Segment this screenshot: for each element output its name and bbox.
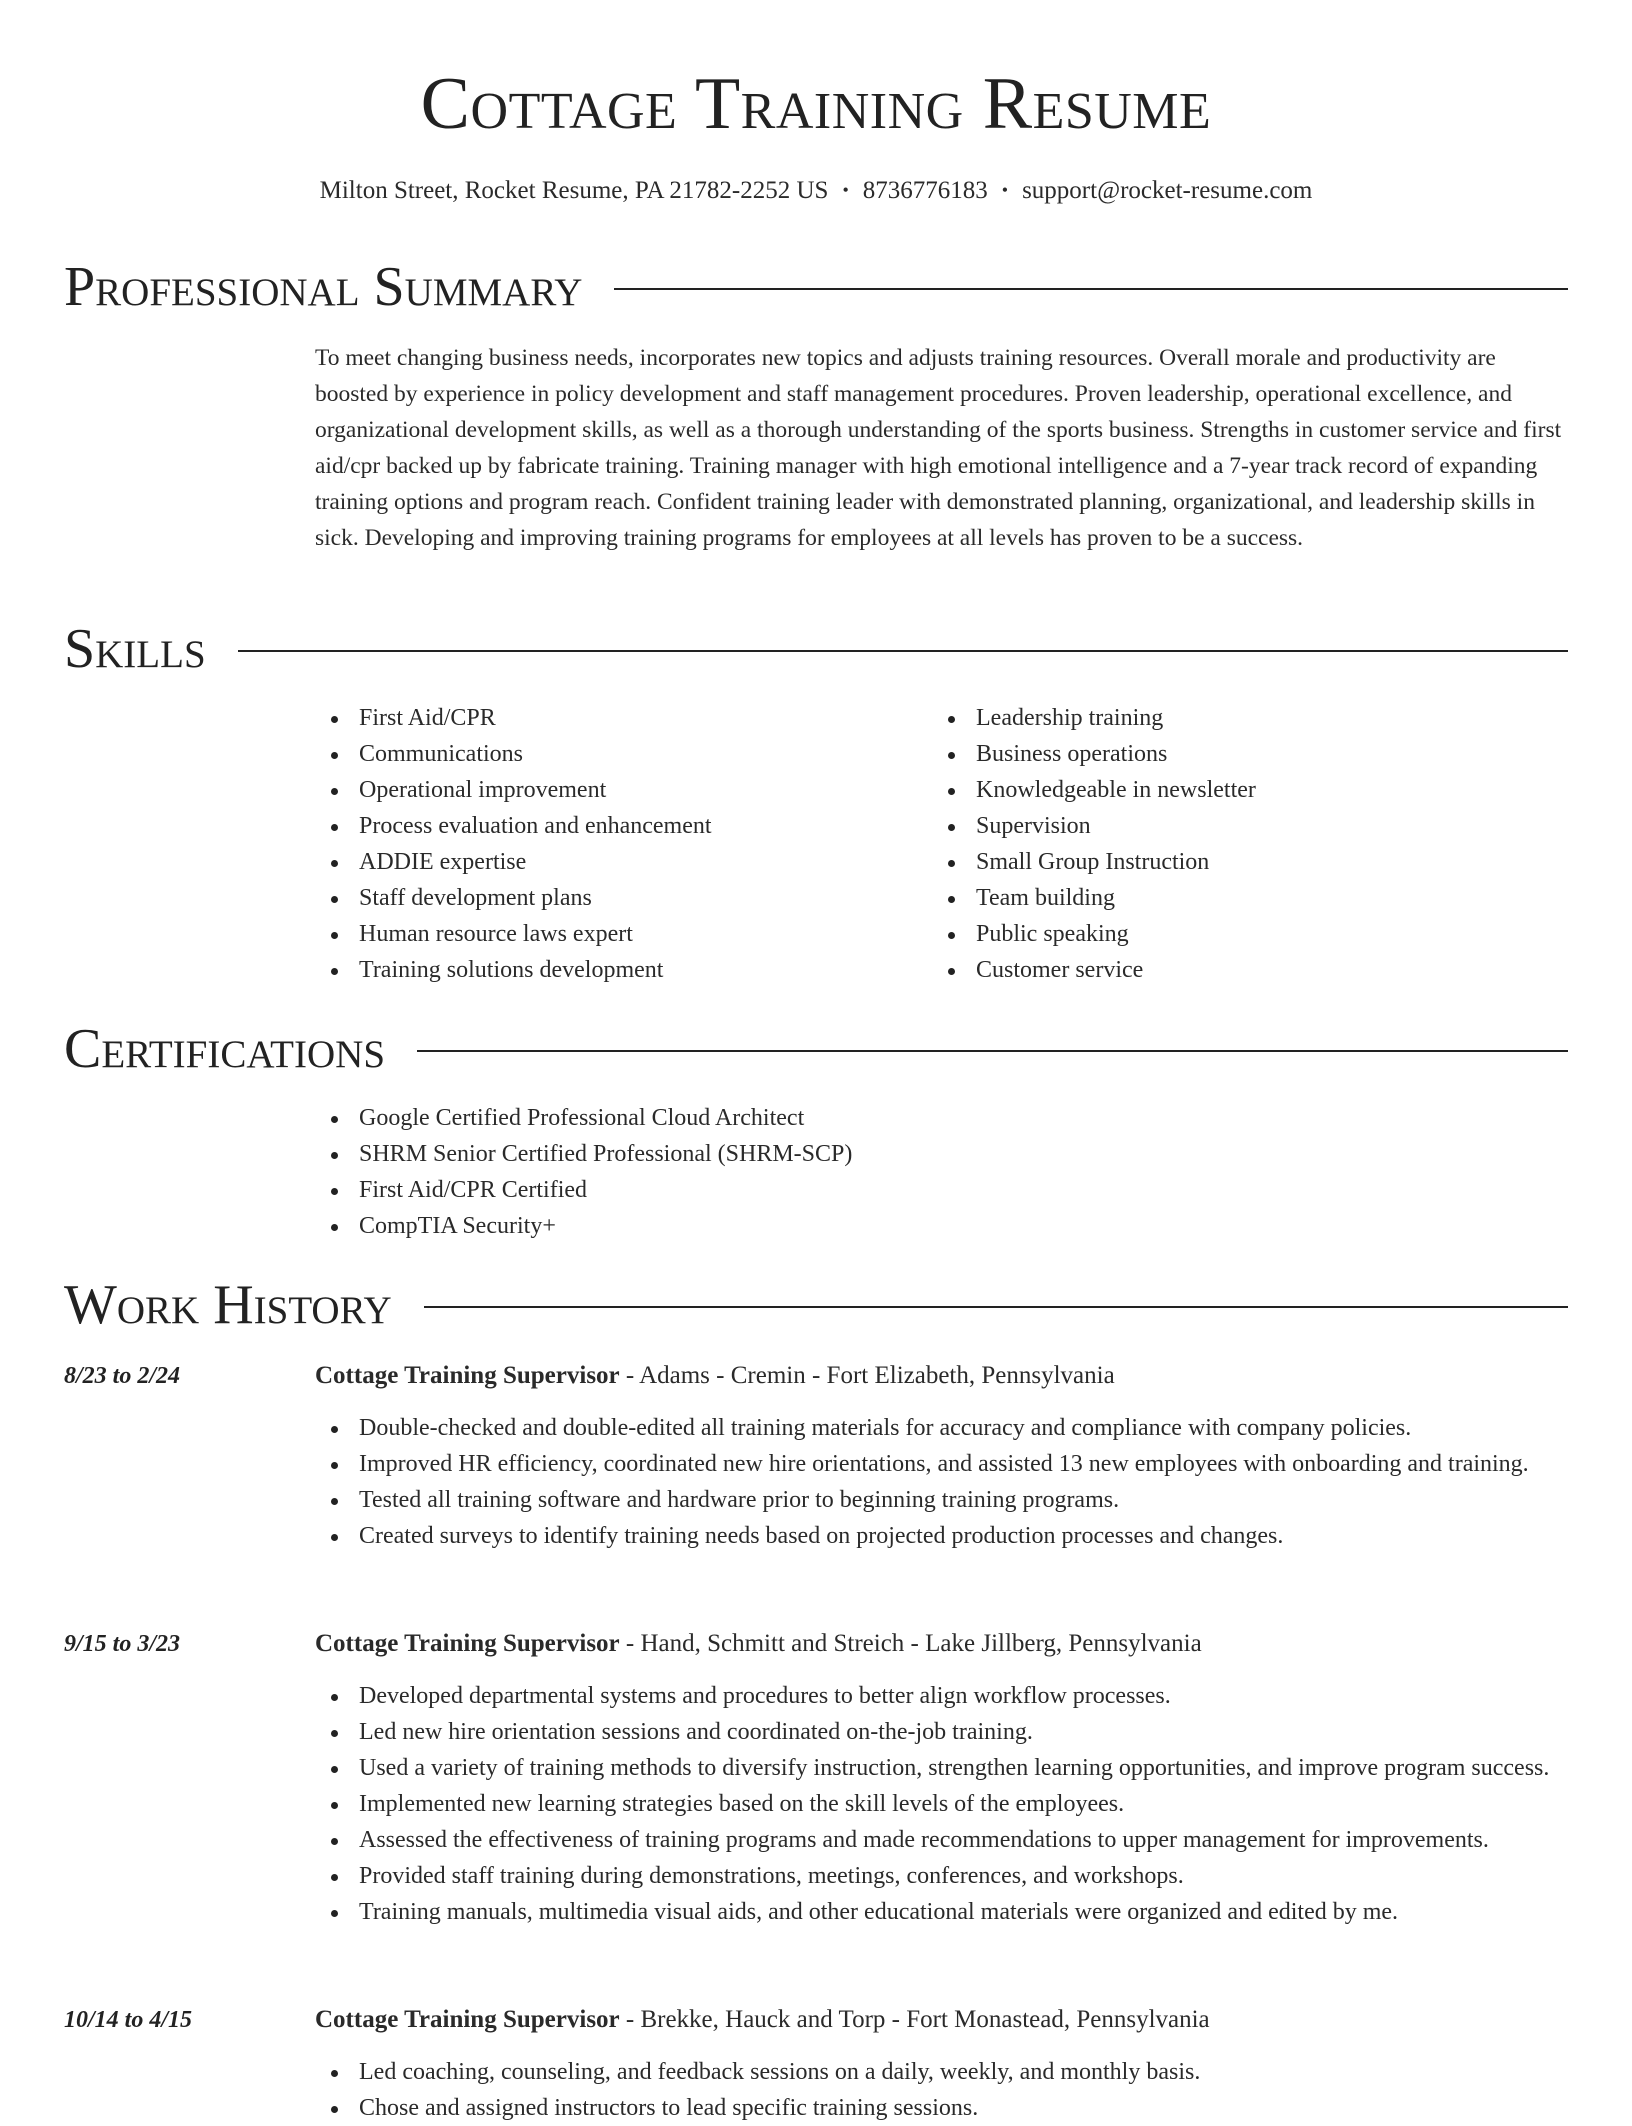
job-role: Cottage Training Supervisor <box>315 1362 620 1389</box>
job-duty-item: Assessed the effectiveness of training programs and made recommendations to upper management for improvements. <box>315 1822 1568 1858</box>
skill-item: Small Group Instruction <box>932 844 1532 880</box>
skill-item: Public speaking <box>932 916 1532 952</box>
job-duty-item: Tested all training software and hardware prior to beginning training programs. <box>315 1482 1568 1518</box>
job-duty-item: Double-checked and double-edited all training materials for accuracy and compliance with company policies. <box>315 1410 1568 1446</box>
job-duties-list <box>315 1678 1568 1930</box>
job-duty-item: Training manuals, multimedia visual aids, and other educational materials were organized and edited by me. <box>315 1894 1568 1930</box>
skill-item: Leadership training <box>932 700 1532 736</box>
skill-item: Training solutions development <box>315 952 915 988</box>
job-duty-item: Created surveys to identify training needs based on projected production processes and changes. <box>315 1518 1568 1554</box>
section-divider <box>238 650 1568 652</box>
certifications-list <box>315 1100 1515 1244</box>
contact-separator: • <box>842 180 849 200</box>
contact-phone: 8736776183 <box>862 177 988 204</box>
skills-heading: Skills <box>64 618 206 680</box>
skill-item: Supervision <box>932 808 1532 844</box>
certification-item: Google Certified Professional Cloud Architect <box>315 1100 1515 1136</box>
skill-item: Team building <box>932 880 1532 916</box>
skills-list-left <box>315 700 915 988</box>
job-dates: 8/23 to 2/24 <box>64 1363 181 1389</box>
job-duty-item: Chose and assigned instructors to lead specific training sessions. <box>315 2090 1568 2126</box>
skills-list-right <box>932 700 1532 988</box>
skill-item: Process evaluation and enhancement <box>315 808 915 844</box>
job-duty-item: Led coaching, counseling, and feedback sessions on a daily, weekly, and monthly basis. <box>315 2054 1568 2090</box>
skill-item: Customer service <box>932 952 1532 988</box>
summary-text: To meet changing business needs, incorporates new topics and adjusts training resources. Overall morale and productivity are boosted by experience in policy development and staff management procedures. Proven leadership, operational excellence, and organizational development skills, as well as a thorough understanding of the sports business. Strengths in customer service and first aid/cpr backed up by fabricate training. Training manager with high emotional intelligence and a 7-year track record of expanding training options and program reach. Confident training leader with demonstrated planning, organizational, and leadership skills in sick. Developing and improving training programs for employees at all levels has proven to be a success. <box>315 345 1562 551</box>
job-duty-item: Provided staff training during demonstrations, meetings, conferences, and workshops. <box>315 1858 1568 1894</box>
job-dates: 9/15 to 3/23 <box>64 1631 181 1657</box>
job-heading <box>315 2004 1568 2036</box>
job-duty-item: Developed departmental systems and procedures to better align workflow processes. <box>315 1678 1568 1714</box>
section-divider <box>417 1050 1568 1052</box>
work-history-section-header <box>64 1272 1568 1338</box>
job-duties-list <box>315 1410 1568 1554</box>
certification-item: CompTIA Security+ <box>315 1208 1515 1244</box>
work-history-heading: Work History <box>64 1274 392 1336</box>
resume-title: Cottage Training Resume <box>420 63 1212 145</box>
job-duty-item: Led new hire orientation sessions and coordinated on-the-job training. <box>315 1714 1568 1750</box>
certifications-heading: Certifications <box>64 1018 386 1080</box>
job-role: Cottage Training Supervisor <box>315 2006 620 2033</box>
section-divider <box>614 288 1568 290</box>
job-dates: 10/14 to 4/15 <box>64 2007 193 2033</box>
certifications-section-header <box>64 1016 1568 1082</box>
job-heading <box>315 1628 1568 1660</box>
skill-item: Business operations <box>932 736 1532 772</box>
skill-item: Staff development plans <box>315 880 915 916</box>
job-duty-item: Improved HR efficiency, coordinated new hire orientations, and assisted 13 new employees with onboarding and training. <box>315 1446 1568 1482</box>
job-duties-list <box>315 2054 1568 2126</box>
skill-item: Operational improvement <box>315 772 915 808</box>
job-role: Cottage Training Supervisor <box>315 1630 620 1657</box>
contact-separator: • <box>1001 180 1009 200</box>
skill-item: Knowledgeable in newsletter <box>932 772 1532 808</box>
section-divider <box>424 1306 1568 1308</box>
summary-section-header <box>64 254 1568 320</box>
skill-item: First Aid/CPR <box>315 700 915 736</box>
job-heading <box>315 1360 1568 1392</box>
job-employer: - Brekke, Hauck and Torp - Fort Monastead, Pennsylvania <box>619 2006 1210 2033</box>
job-duty-item: Implemented new learning strategies based on the skill levels of the employees. <box>315 1786 1568 1822</box>
contact-line <box>0 174 1632 207</box>
certification-item: First Aid/CPR Certified <box>315 1172 1515 1208</box>
contact-email: support@rocket-resume.com <box>1022 177 1313 204</box>
job-employer: - Adams - Cremin - Fort Elizabeth, Pennsylvania <box>619 1362 1115 1389</box>
certification-item: SHRM Senior Certified Professional (SHRM-SCP) <box>315 1136 1515 1172</box>
job-employer: - Hand, Schmitt and Streich - Lake Jillberg, Pennsylvania <box>619 1630 1202 1657</box>
skill-item: Human resource laws expert <box>315 916 915 952</box>
summary-heading: Professional Summary <box>64 256 583 318</box>
skill-item: Communications <box>315 736 915 772</box>
job-duty-item: Used a variety of training methods to diversify instruction, strengthen learning opportunities, and improve program success. <box>315 1750 1568 1786</box>
contact-address: Milton Street, Rocket Resume, PA 21782-2252 US <box>319 177 829 204</box>
skills-section-header <box>64 616 1568 682</box>
skill-item: ADDIE expertise <box>315 844 915 880</box>
